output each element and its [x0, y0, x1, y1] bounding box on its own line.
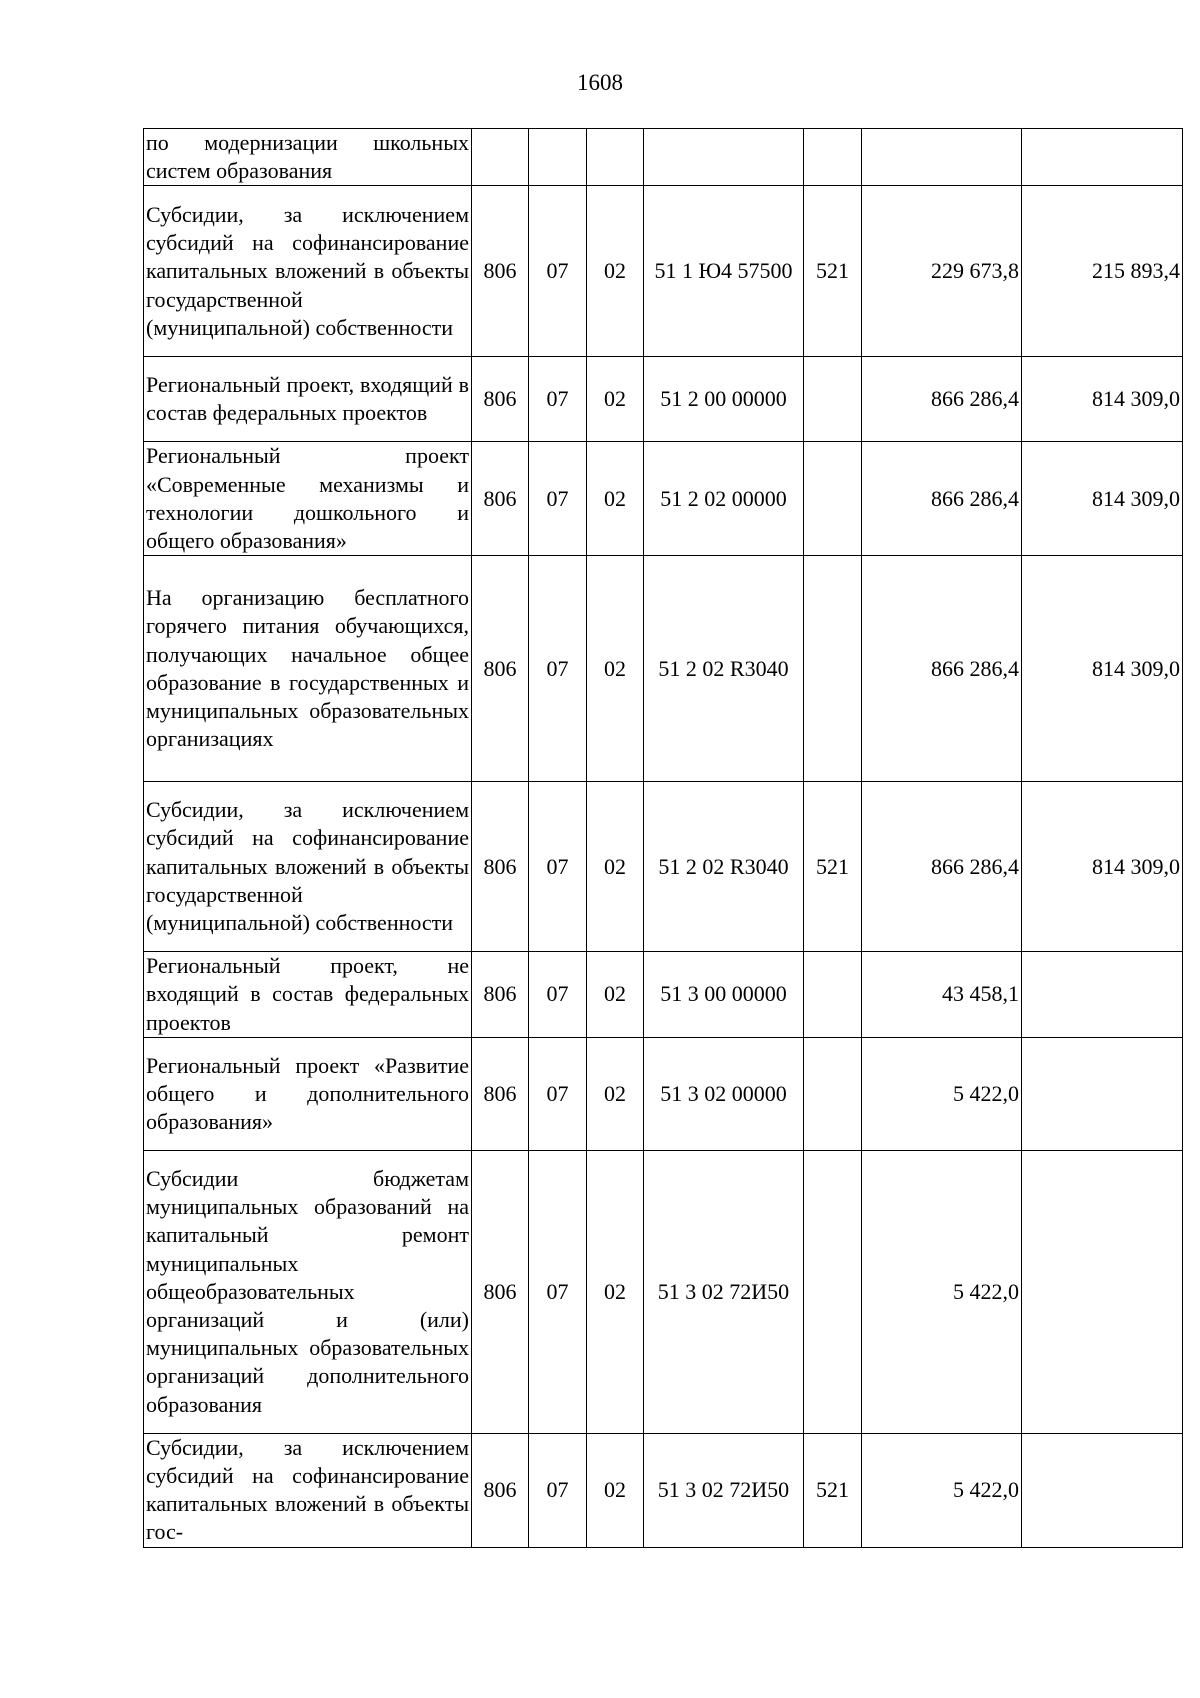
- row-rz-cell: 07: [529, 186, 587, 357]
- row-rz-cell: 07: [529, 556, 587, 782]
- row-gr-cell: 806: [472, 782, 529, 952]
- row-vr-cell: [804, 1037, 862, 1150]
- row-vr-cell: [804, 556, 862, 782]
- row-gr-cell: 806: [472, 1037, 529, 1150]
- row-gr-cell: 806: [472, 186, 529, 357]
- row-pr-cell: 02: [587, 1150, 644, 1433]
- row-pr-cell: 02: [587, 952, 644, 1038]
- table-row: [144, 782, 1183, 952]
- table-row: [144, 129, 1183, 186]
- row-sum1-cell: 5 422,0: [862, 1150, 1022, 1433]
- row-name-cell: Субсидии, за исключением субсидий на софинансирование капитальных вложений в объекты гос-: [144, 1433, 472, 1547]
- row-sum2-cell: 814 309,0: [1022, 782, 1183, 952]
- row-gr-cell: 806: [472, 952, 529, 1038]
- row-pr-cell: 02: [587, 1037, 644, 1150]
- row-name-cell: по модернизации школьных систем образования: [144, 129, 472, 186]
- row-vr-cell: [804, 952, 862, 1038]
- row-gr-cell: 806: [472, 442, 529, 556]
- row-pr-cell: 02: [587, 556, 644, 782]
- row-vr-cell: [804, 129, 862, 186]
- row-sum2-cell: [1022, 1433, 1183, 1547]
- row-rz-cell: 07: [529, 782, 587, 952]
- row-gr-cell: 806: [472, 556, 529, 782]
- row-csr-cell: 51 2 00 00000: [644, 357, 804, 442]
- row-name-cell: Субсидии, за исключением субсидий на софинансирование капитальных вложений в объекты государственной (муниципальной) собственности: [144, 782, 472, 952]
- row-csr-cell: 51 3 00 00000: [644, 952, 804, 1038]
- row-gr-cell: 806: [472, 357, 529, 442]
- row-name-cell: На организацию бесплатного горячего питания обучающихся, получающих начальное общее образование в государственных и муниципальных образовательных организациях: [144, 556, 472, 782]
- row-pr-cell: 02: [587, 186, 644, 357]
- row-sum1-cell: 866 286,4: [862, 442, 1022, 556]
- row-rz-cell: 07: [529, 357, 587, 442]
- row-sum2-cell: 814 309,0: [1022, 442, 1183, 556]
- row-vr-cell: 521: [804, 782, 862, 952]
- row-sum1-cell: 5 422,0: [862, 1037, 1022, 1150]
- row-sum2-cell: 814 309,0: [1022, 357, 1183, 442]
- row-csr-cell: 51 2 02 R3040: [644, 556, 804, 782]
- row-rz-cell: 07: [529, 952, 587, 1038]
- row-name-cell: Субсидии бюджетам муниципальных образований на капитальный ремонт муниципальных общеобразовательных организаций и (или) муниципальных образовательных организаций дополнительного образования: [144, 1150, 472, 1433]
- row-vr-cell: [804, 442, 862, 556]
- row-rz-cell: [529, 129, 587, 186]
- row-csr-cell: 51 3 02 00000: [644, 1037, 804, 1150]
- row-vr-cell: [804, 357, 862, 442]
- row-sum2-cell: [1022, 952, 1183, 1038]
- table-row: [144, 442, 1183, 556]
- row-pr-cell: 02: [587, 357, 644, 442]
- row-pr-cell: 02: [587, 442, 644, 556]
- row-sum1-cell: [862, 129, 1022, 186]
- table-row: [144, 186, 1183, 357]
- row-sum2-cell: 814 309,0: [1022, 556, 1183, 782]
- row-gr-cell: 806: [472, 1433, 529, 1547]
- row-vr-cell: 521: [804, 186, 862, 357]
- row-gr-cell: [472, 129, 529, 186]
- row-rz-cell: 07: [529, 1150, 587, 1433]
- row-sum1-cell: 5 422,0: [862, 1433, 1022, 1547]
- table-row: [144, 952, 1183, 1038]
- row-name-cell: Региональный проект «Современные механизмы и технологии дошкольного и общего образования»: [144, 442, 472, 556]
- row-name-cell: Региональный проект «Развитие общего и дополнительного образования»: [144, 1037, 472, 1150]
- row-rz-cell: 07: [529, 1433, 587, 1547]
- row-pr-cell: [587, 129, 644, 186]
- row-csr-cell: 51 3 02 72И50: [644, 1433, 804, 1547]
- table-row: [144, 556, 1183, 782]
- table-row: [144, 1037, 1183, 1150]
- table-row: [144, 357, 1183, 442]
- row-name-cell: Региональный проект, не входящий в состав федеральных проектов: [144, 952, 472, 1038]
- row-vr-cell: [804, 1150, 862, 1433]
- row-sum1-cell: 866 286,4: [862, 556, 1022, 782]
- table-row: [144, 1150, 1183, 1433]
- row-csr-cell: 51 1 Ю4 57500: [644, 186, 804, 357]
- row-name-cell: Региональный проект, входящий в состав федеральных проектов: [144, 357, 472, 442]
- row-vr-cell: 521: [804, 1433, 862, 1547]
- row-csr-cell: 51 2 02 R3040: [644, 782, 804, 952]
- row-csr-cell: 51 2 02 00000: [644, 442, 804, 556]
- row-sum1-cell: 866 286,4: [862, 357, 1022, 442]
- row-rz-cell: 07: [529, 1037, 587, 1150]
- row-sum1-cell: 866 286,4: [862, 782, 1022, 952]
- table-row: [144, 1433, 1183, 1547]
- row-csr-cell: 51 3 02 72И50: [644, 1150, 804, 1433]
- row-sum2-cell: 215 893,4: [1022, 186, 1183, 357]
- row-sum1-cell: 229 673,8: [862, 186, 1022, 357]
- row-pr-cell: 02: [587, 782, 644, 952]
- table-body: [144, 129, 1183, 1548]
- row-csr-cell: [644, 129, 804, 186]
- row-name-cell: Субсидии, за исключением субсидий на софинансирование капитальных вложений в объекты государственной (муниципальной) собственности: [144, 186, 472, 357]
- row-sum2-cell: [1022, 1037, 1183, 1150]
- row-pr-cell: 02: [587, 1433, 644, 1547]
- page-number: 1608: [577, 70, 623, 95]
- row-sum2-cell: [1022, 129, 1183, 186]
- row-sum1-cell: 43 458,1: [862, 952, 1022, 1038]
- row-rz-cell: 07: [529, 442, 587, 556]
- row-sum2-cell: [1022, 1150, 1183, 1433]
- budget-table: [143, 128, 1183, 1548]
- row-gr-cell: 806: [472, 1150, 529, 1433]
